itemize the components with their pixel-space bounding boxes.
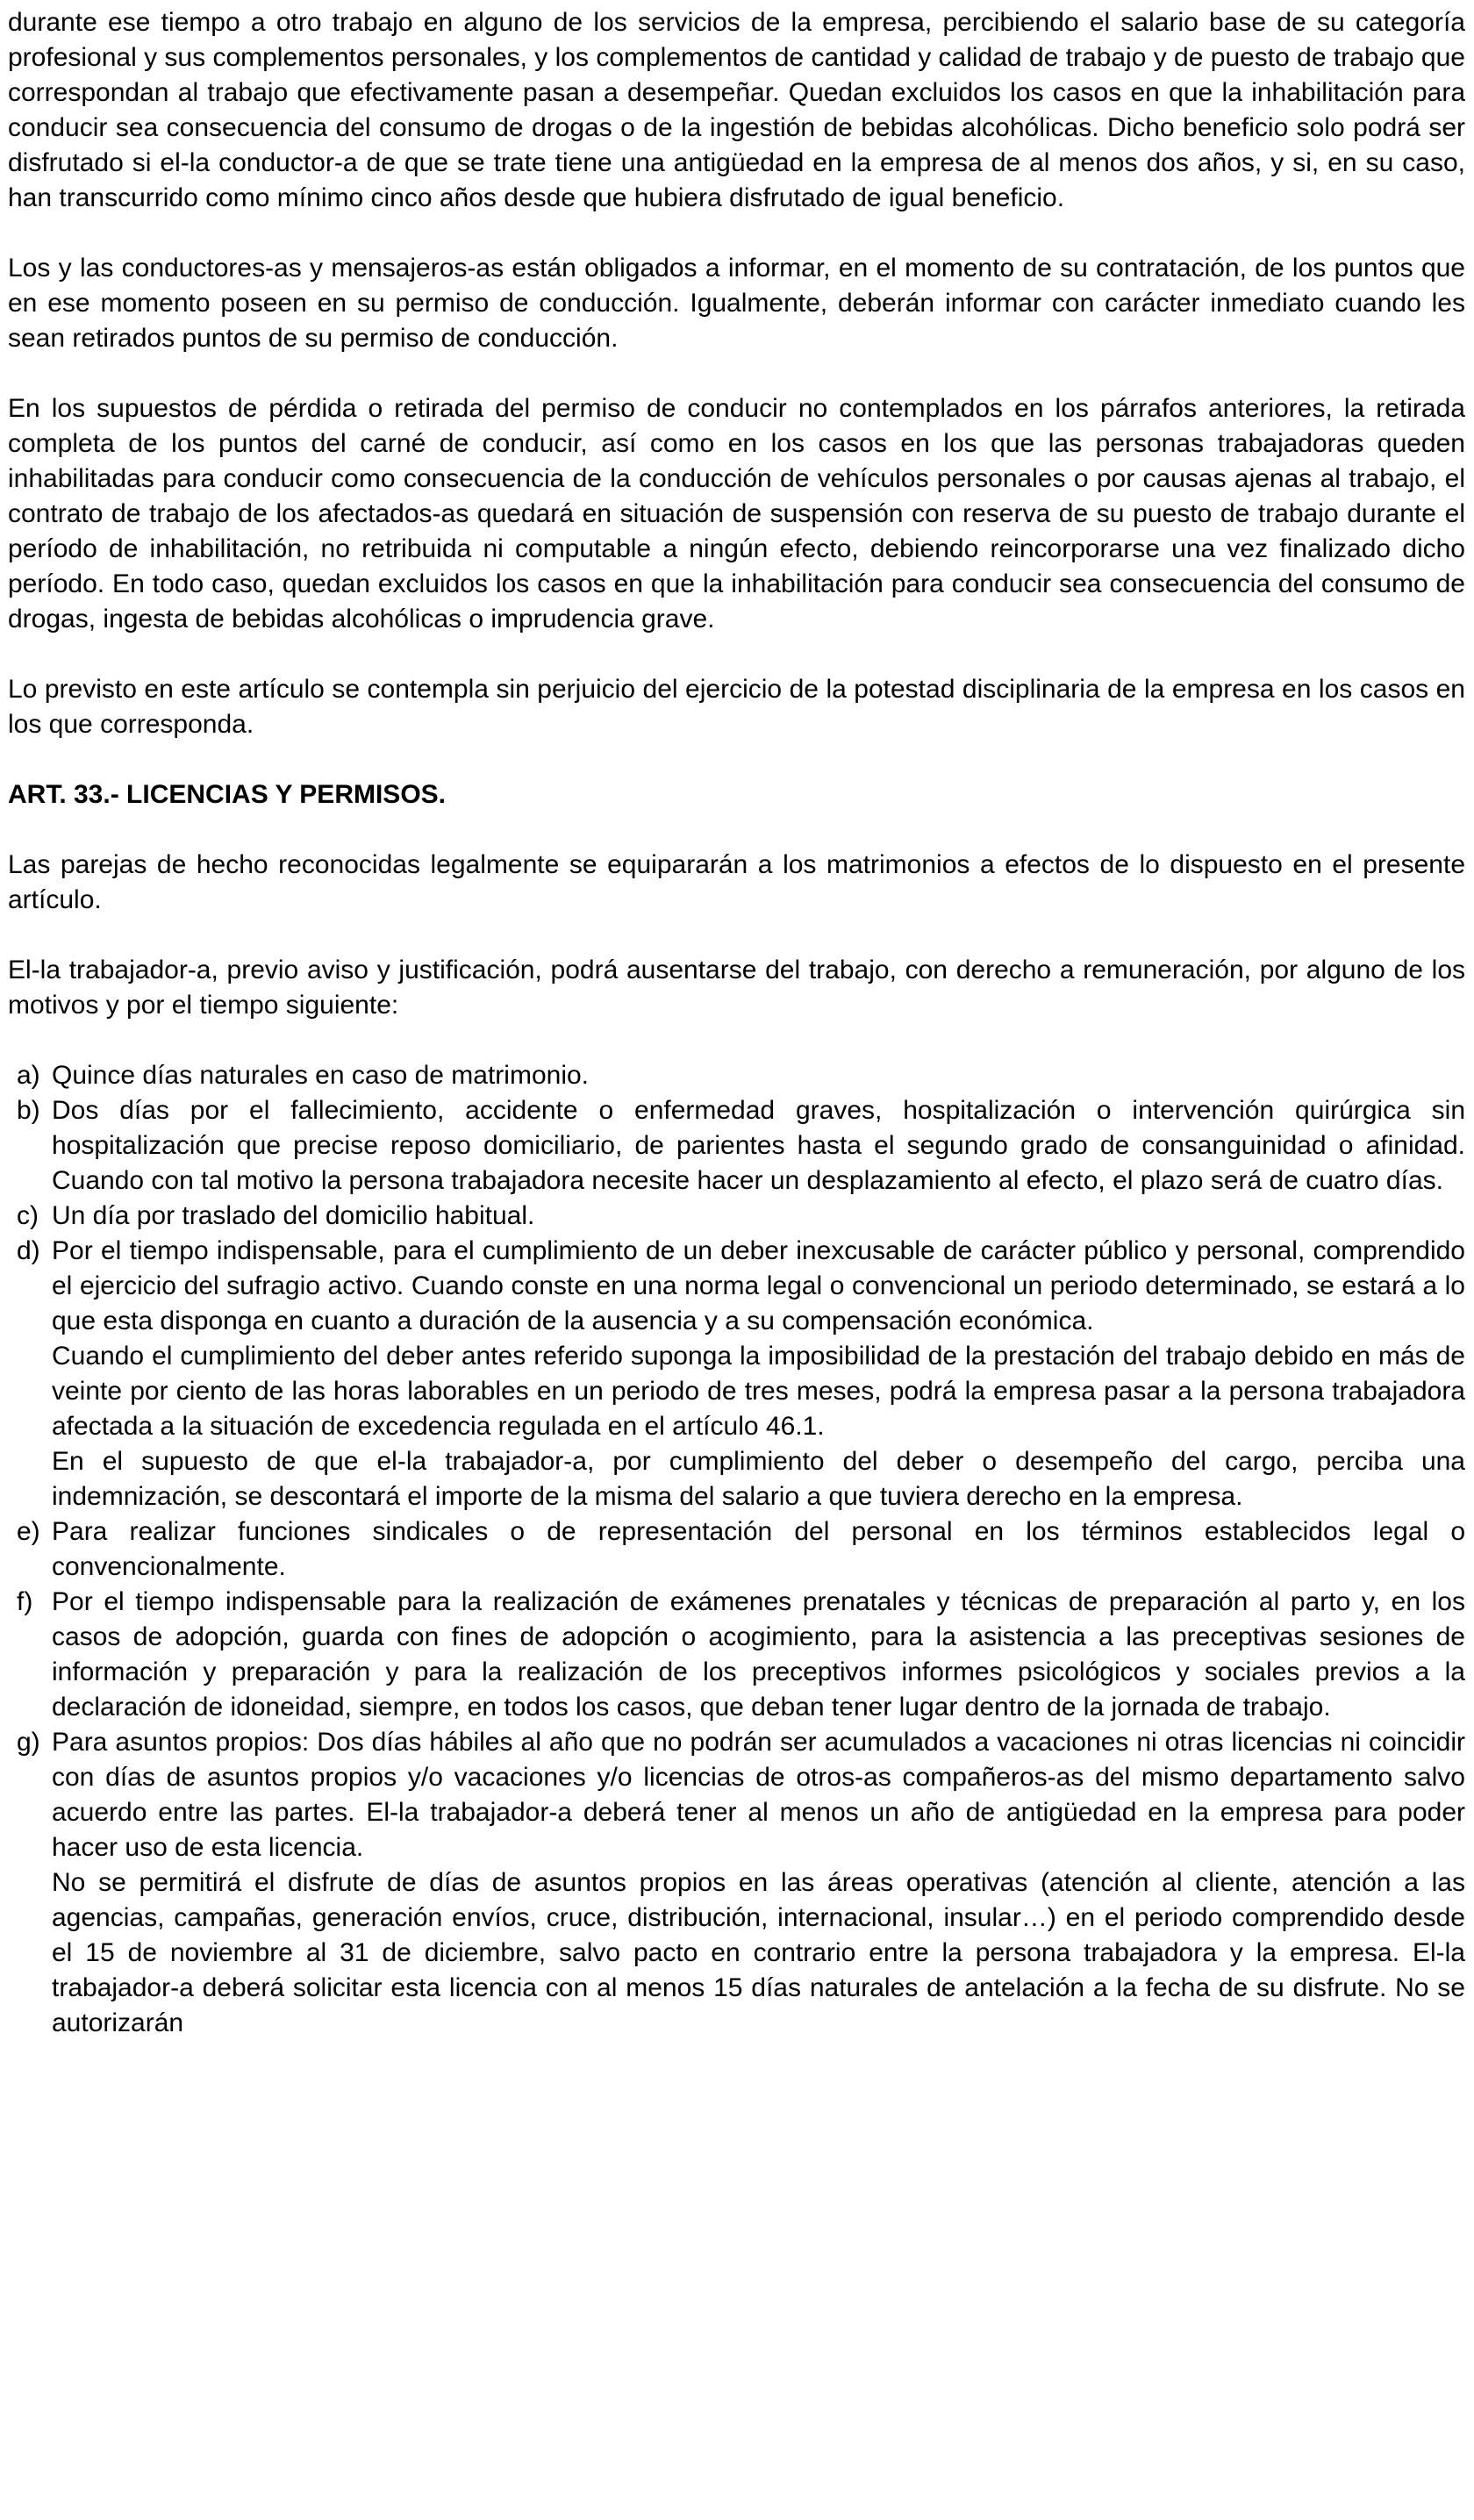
list-marker-b: b) bbox=[17, 1096, 40, 1125]
body-paragraph: Los y las conductores-as y mensajeros-as están obligados a informar, en el momento de su contratación, de los puntos que en ese momento poseen en su permiso de conducción. Igualmente, deberán informar con carácter inmediato cuando les sean retirados puntos de su permiso de conducción. bbox=[8, 254, 1465, 353]
list-item-text: Cuando el cumplimiento del deber antes referido suponga la imposibilidad de la prestación del trabajo debido en más de veinte por ciento de las horas laborables en un periodo de tres meses, podrá la empresa pasar a la persona trabajadora afectada a la situación de excedencia regulada en el artículo 46.1. bbox=[52, 1342, 1465, 1441]
list-item-f bbox=[8, 1585, 1465, 1725]
body-paragraph: durante ese tiempo a otro trabajo en alguno de los servicios de la empresa, percibiendo el salario base de su categoría profesional y sus complementos personales, y los complementos de cantidad y calidad de trabajo y de puesto de trabajo que correspondan al trabajo que efectivamente pasan a desempeñar. Quedan excluidos los casos en que la inhabilitación para conducir sea consecuencia del consumo de drogas o de la ingestión de bebidas alcohólicas. Dicho beneficio solo podrá ser disfrutado si el-la conductor-a de que se trate tiene una antigüedad en la empresa de al menos dos años, y si, en su caso, han transcurrido como mínimo cinco años desde que hubiera disfrutado de igual beneficio. bbox=[8, 8, 1465, 212]
list-item-text: Quince días naturales en caso de matrimonio. bbox=[52, 1061, 589, 1090]
list-item-text: Por el tiempo indispensable para la realización de exámenes prenatales y técnicas de preparación al parto y, en los casos de adopción, guarda con fines de adopción o acogimiento, para la asistencia a las preceptivas sesiones de información y preparación y para la realización de los preceptivos informes psicológicos y sociales previos a la declaración de idoneidad, siempre, en todos los casos, que deban tener lugar dentro de la jornada de trabajo. bbox=[52, 1587, 1465, 1722]
lettered-list bbox=[8, 1058, 1465, 2041]
list-item-text: No se permitirá el disfrute de días de asuntos propios en las áreas operativas (atención al cliente, atención a las agencias, campañas, generación envíos, cruce, distribución, internacional, insular…) en el periodo comprendido desde el 15 de noviembre al 31 de diciembre, salvo pacto en contrario entre la persona trabajadora y la empresa. El-la trabajador-a deberá solicitar esta licencia con al menos 15 días naturales de antelación a la fecha de su disfrute. No se autorizarán bbox=[52, 1868, 1465, 2037]
list-item-text: Dos días por el fallecimiento, accidente o enfermedad graves, hospitalización o intervención quirúrgica sin hospitalización que precise reposo domiciliario, de parientes hasta el segundo grado de consanguinidad o afinidad. Cuando con tal motivo la persona trabajadora necesite hacer un desplazamiento al efecto, el plazo será de cuatro días. bbox=[52, 1096, 1465, 1195]
list-item-a bbox=[8, 1058, 1465, 1093]
list-item-text: Por el tiempo indispensable, para el cumplimiento de un deber inexcusable de carácter público y personal, comprendido el ejercicio del sufragio activo. Cuando conste en una norma legal o convencional un periodo determinado, se estará a lo que esta disponga en cuanto a duración de la ausencia y a su compensación económica. bbox=[52, 1236, 1465, 1335]
list-item-text: Un día por traslado del domicilio habitual. bbox=[52, 1201, 535, 1230]
body-paragraph: Las parejas de hecho reconocidas legalmente se equipararán a los matrimonios a efectos de lo dispuesto en el presente artículo. bbox=[8, 850, 1465, 914]
list-marker-c: c) bbox=[17, 1201, 39, 1230]
article-heading: ART. 33.- LICENCIAS Y PERMISOS. bbox=[8, 780, 446, 809]
list-marker-e: e) bbox=[17, 1517, 40, 1546]
list-item-text: Para realizar funciones sindicales o de representación del personal en los términos establecidos legal o convencionalmente. bbox=[52, 1517, 1465, 1581]
list-item-d bbox=[8, 1234, 1465, 1514]
body-paragraph: El-la trabajador-a, previo aviso y justificación, podrá ausentarse del trabajo, con derecho a remuneración, por alguno de los motivos y por el tiempo siguiente: bbox=[8, 956, 1465, 1020]
list-marker-g: g) bbox=[17, 1728, 40, 1757]
list-item-c bbox=[8, 1199, 1465, 1234]
list-marker-f: f) bbox=[17, 1587, 33, 1616]
body-paragraph: Lo previsto en este artículo se contempla sin perjuicio del ejercicio de la potestad disciplinaria de la empresa en los casos en los que corresponda. bbox=[8, 675, 1465, 739]
list-marker-a: a) bbox=[17, 1061, 40, 1090]
list-item-b bbox=[8, 1093, 1465, 1199]
body-paragraph: En los supuestos de pérdida o retirada del permiso de conducir no contemplados en los párrafos anteriores, la retirada completa de los puntos del carné de conducir, así como en los casos en los que las personas trabajadoras queden inhabilitadas para conducir como consecuencia de la conducción de vehículos personales o por causas ajenas al trabajo, el contrato de trabajo de los afectados-as quedará en situación de suspensión con reserva de su puesto de trabajo durante el período de inhabilitación, no retribuida ni computable a ningún efecto, debiendo reincorporarse una vez finalizado dicho período. En todo caso, quedan excluidos los casos en que la inhabilitación para conducir sea consecuencia del consumo de drogas, ingesta de bebidas alcohólicas o imprudencia grave. bbox=[8, 394, 1465, 634]
list-item-e bbox=[8, 1514, 1465, 1585]
list-marker-d: d) bbox=[17, 1236, 40, 1265]
list-item-g bbox=[8, 1725, 1465, 2041]
list-item-text: Para asuntos propios: Dos días hábiles al año que no podrán ser acumulados a vacaciones ni otras licencias ni coincidir con días de asuntos propios y/o vacaciones y/o licencias de otros-as compañeros-as del mismo departamento salvo acuerdo entre las partes. El-la trabajador-a deberá tener al menos un año de antigüedad en la empresa para poder hacer uso de esta licencia. bbox=[52, 1728, 1465, 1862]
list-item-text: En el supuesto de que el-la trabajador-a, por cumplimiento del deber o desempeño del cargo, perciba una indemnización, se descontará el importe de la misma del salario a que tuviera derecho en la empresa. bbox=[52, 1447, 1465, 1511]
